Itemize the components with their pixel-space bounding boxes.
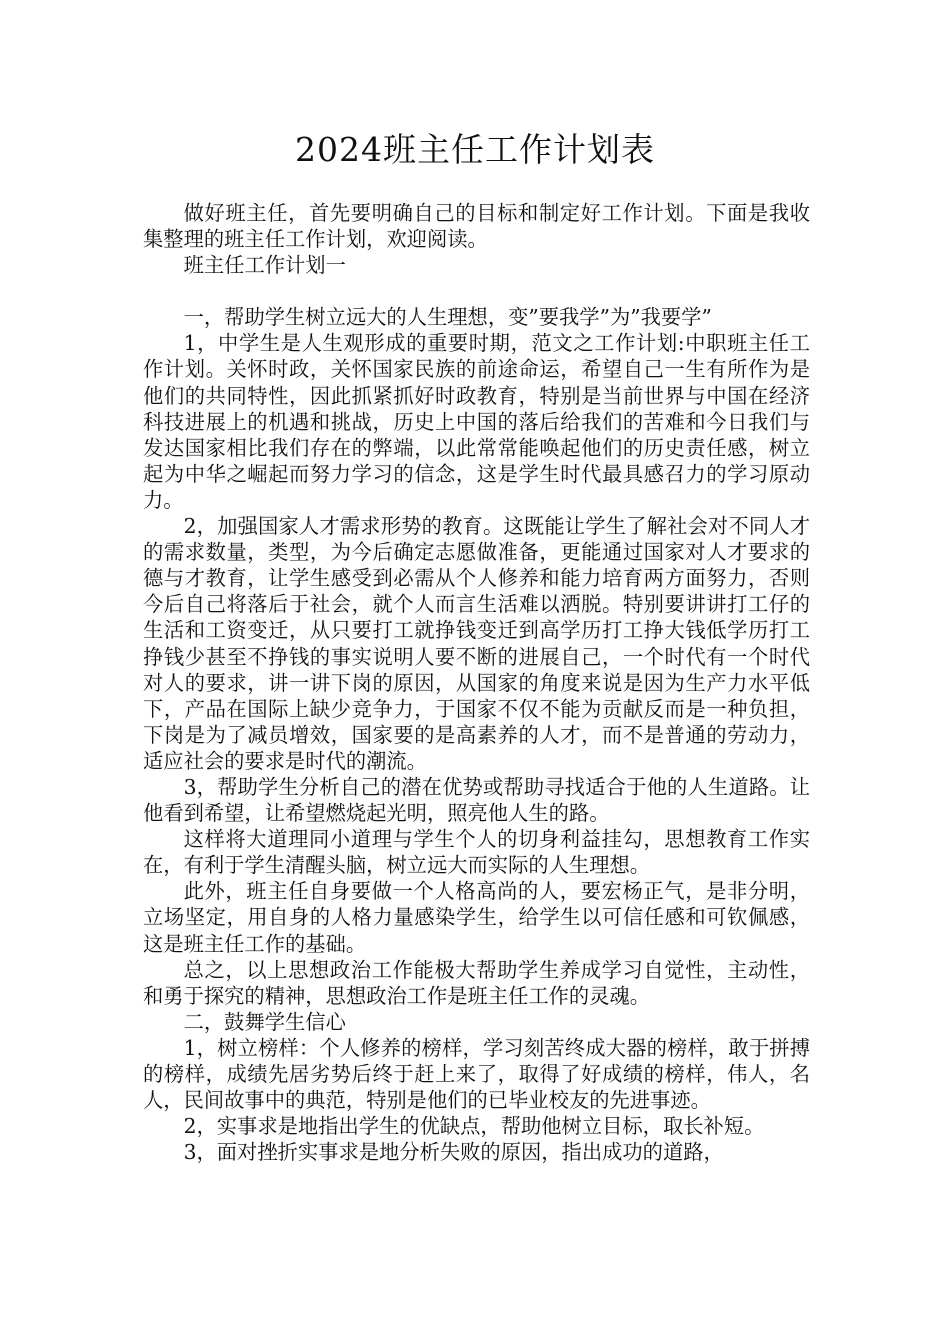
paragraph-item: 1，中学生是人生观形成的重要时期，范文之工作计划:中职班主任工作计划。关怀时政，关怀国家民族的前途命运，希望自己一生有所作为是他们的共同特性，因此抓紧抓好时政教育，特别是当前世界与中国在经济科技进展上的机遇和挑战，历史上中国的落后给我们的苦难和今日我们与发达国家相比我们存在的弊端，以此常常能唤起他们的历史责任感，树立起为中华之崛起而努力学习的信念，这是学生时代最具感召力的学习原动力。: [143, 331, 810, 512]
paragraph-item: 2，实事求是地指出学生的优缺点，帮助他树立目标，取长补短。: [183, 1114, 765, 1139]
paragraph-item: 这样将大道理同小道理与学生个人的切身利益挂勾，思想教育工作实在，有利于学生清醒头脑，树立远大而实际的人生理想。: [143, 827, 810, 878]
paragraph-item: 3，帮助学生分析自己的潜在优势或帮助寻找适合于他的人生道路。让他看到希望，让希望燃烧起光明，照亮他人生的路。: [143, 774, 810, 826]
paragraph-item: 3，面对挫折实事求是地分析失败的原因，指出成功的道路，: [183, 1140, 724, 1165]
paragraph-item: 总之，以上思想政治工作能极大帮助学生养成学习自觉性，主动性，和勇于探究的精神，思想政治工作是班主任工作的灵魂。: [143, 957, 810, 1008]
document-title: 2024班主任工作计划表: [295, 130, 655, 169]
paragraph-item: 此外，班主任自身要做一个人格高尚的人，要宏杨正气，是非分明，立场坚定，用自身的人格力量感染学生，给学生以可信任感和可钦佩感，这是班主任工作的基础。: [143, 879, 810, 956]
document-body: [143, 200, 810, 1165]
section-heading-confidence: 二，鼓舞学生信心: [183, 1009, 346, 1034]
paragraph-item: 2，加强国家人才需求形势的教育。这既能让学生了解社会对不同人才的需求数量，类型，为今后确定志愿做准备，更能通过国家对人才要求的德与才教育，让学生感受到必需从个人修养和能力培育两方面努力，否则今后自己将落后于社会，就个人而言生活难以洒脱。特别要讲讲打工仔的生活和工资变迁，从只要打工就挣钱变迁到高学历打工挣大钱低学历打工挣钱少甚至不挣钱的事实说明人要不断的进展自己，一个时代有一个时代对人的要求，讲一讲下岗的原因，从国家的角度来说是因为生产力水平低下，产品在国际上缺少竞争力，于国家不仅不能为贡献反而是一种负担，下岗是为了减员增效，国家要的是高素养的人才，而不是普通的劳动力，适应社会的要求是时代的潮流。: [143, 514, 810, 773]
section-heading-plan-one: 班主任工作计划一: [183, 253, 346, 278]
paragraph-item: 1，树立榜样：个人修养的榜样，学习刻苦终成大器的榜样，敢于拼搏的榜样，成绩先居劣势后终于赶上来了，取得了好成绩的榜样，伟人，名人，民间故事中的典范，特别是他们的已毕业校友的先进事迹。: [143, 1035, 810, 1113]
section-heading-ideals: 一，帮助学生树立远大的人生理想，变”要我学”为”我要学”: [183, 305, 712, 330]
paragraph-intro: 做好班主任，首先要明确自己的目标和制定好工作计划。下面是我收集整理的班主任工作计划，欢迎阅读。: [143, 201, 810, 252]
